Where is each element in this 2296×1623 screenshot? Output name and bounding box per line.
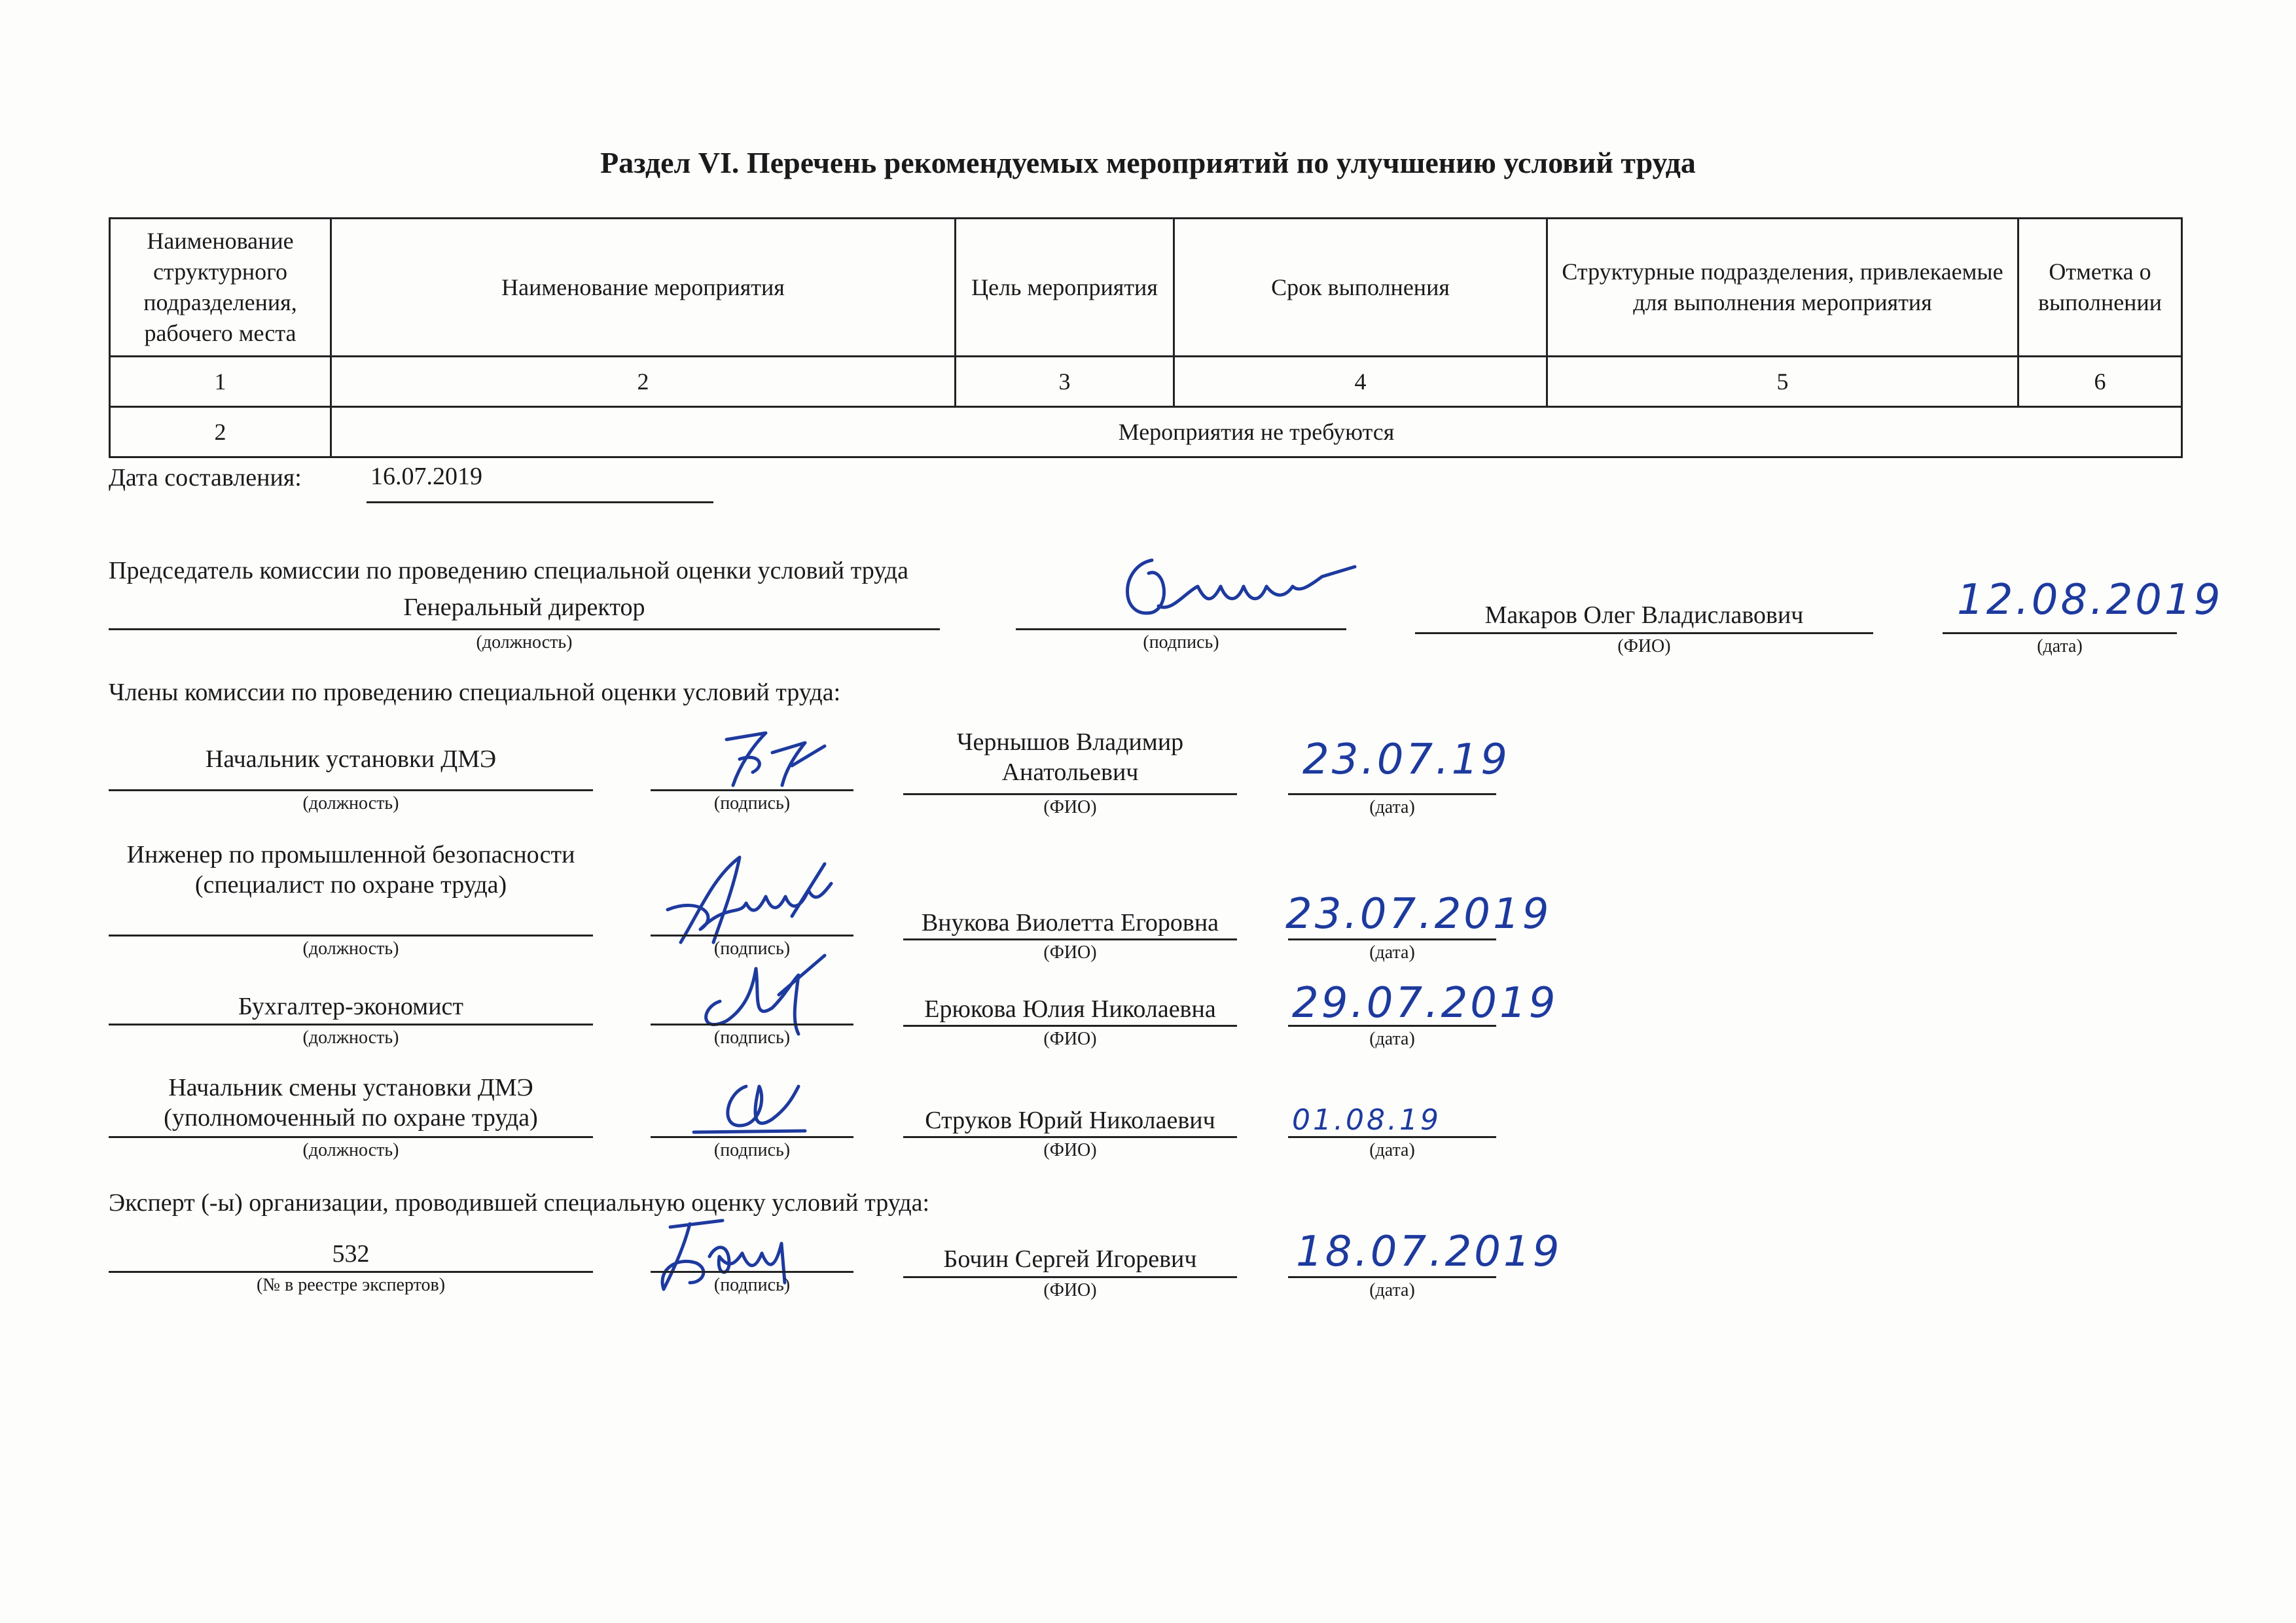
- member-position: Инженер по промышленной безопасности (специалист по охране труда): [126, 841, 575, 899]
- member-signature: [713, 726, 838, 792]
- expert-date-line: [1288, 1276, 1496, 1278]
- caption-fio: (ФИО): [1043, 942, 1097, 963]
- page-title: Раздел VI. Перечень рекомендуемых мероприятий по улучшению условий труда: [600, 146, 1696, 179]
- member-signature-line: [651, 1024, 853, 1026]
- caption-date: (дата): [1369, 1140, 1415, 1160]
- compiled-date-line: [367, 501, 713, 503]
- header-cell: Структурные подразделения, привлекаемые для выполнения мероприятия: [1547, 219, 2018, 357]
- member-position: Начальник смены установки ДМЭ (уполномоченный по охране труда): [164, 1074, 538, 1132]
- column-number-row: [110, 357, 2182, 407]
- member-date: 29.07.2019: [1292, 979, 1558, 1027]
- compiled-date: 16.07.2019: [370, 463, 482, 490]
- member-name: Внукова Виолетта Егоровна: [921, 909, 1219, 936]
- caption-signature: (подпись): [713, 1140, 791, 1160]
- header-cell: Цель мероприятия: [956, 219, 1174, 357]
- member-date: 23.07.2019: [1285, 890, 1552, 938]
- member-name-line: [903, 938, 1237, 940]
- member-name: Чернышов Владимир Анатольевич: [956, 728, 1184, 786]
- member-position: Начальник установки ДМЭ: [205, 745, 497, 773]
- member-date-line: [1288, 1136, 1496, 1138]
- caption-position: (должность): [302, 1027, 399, 1048]
- table-header-row: [110, 219, 2182, 357]
- expert-heading: Эксперт (-ы) организации, проводившей специальную оценку условий труда:: [109, 1189, 930, 1217]
- header-cell: Наименование мероприятия: [331, 219, 956, 357]
- caption-fio: (ФИО): [1617, 636, 1671, 656]
- caption-date: (дата): [1369, 797, 1415, 817]
- caption-signature: (подпись): [713, 1275, 791, 1295]
- member-date-line: [1288, 1025, 1496, 1027]
- expert-name: Бочин Сергей Игоревич: [943, 1245, 1197, 1273]
- chairman-signature-line: [1016, 628, 1346, 630]
- chairman-position: Генеральный директор: [403, 594, 645, 621]
- chairman-name-line: [1415, 632, 1873, 634]
- member-signature: [694, 949, 838, 1041]
- caption-position: (должность): [302, 1140, 399, 1160]
- row-text: Мероприятия не требуются: [331, 407, 2182, 457]
- member-date: 23.07.19: [1302, 736, 1510, 784]
- caption-fio: (ФИО): [1043, 1280, 1097, 1300]
- expert-registry-line: [109, 1271, 593, 1273]
- caption-fio: (ФИО): [1043, 1029, 1097, 1049]
- caption-fio: (ФИО): [1043, 797, 1097, 817]
- column-number: 1: [110, 357, 331, 407]
- row-number: 2: [110, 407, 331, 457]
- member-signature: [687, 1073, 818, 1139]
- chairman-date-line: [1943, 632, 2177, 634]
- chairman-date: 12.08.2019: [1957, 576, 2223, 624]
- member-name: Ерюкова Юлия Николаевна: [924, 995, 1216, 1023]
- chairman-name: Макаров Олег Владиславович: [1484, 601, 1804, 629]
- expert-signature-line: [651, 1271, 853, 1273]
- member-position-line: [109, 1136, 593, 1138]
- column-number: 4: [1174, 357, 1547, 407]
- caption-position: (должность): [476, 632, 573, 652]
- header-cell: Отметка о выполнении: [2018, 219, 2182, 357]
- expert-date: 18.07.2019: [1296, 1228, 1562, 1276]
- expert-name-line: [903, 1276, 1237, 1278]
- chairman-heading: Председатель комиссии по проведению специальной оценки условий труда: [109, 557, 908, 584]
- member-position-line: [109, 1024, 593, 1026]
- caption-date: (дата): [1369, 1280, 1415, 1300]
- column-number: 5: [1547, 357, 2018, 407]
- member-date-line: [1288, 938, 1496, 940]
- caption-position: (должность): [302, 793, 399, 813]
- caption-fio: (ФИО): [1043, 1140, 1097, 1160]
- member-signature-line: [651, 789, 853, 791]
- caption-signature: (подпись): [713, 793, 791, 813]
- members-heading: Члены комиссии по проведению специальной оценки условий труда:: [109, 679, 841, 706]
- member-date-line: [1288, 793, 1496, 795]
- header-cell: Срок выполнения: [1174, 219, 1547, 357]
- caption-signature: (подпись): [1143, 632, 1219, 652]
- caption-signature: (подпись): [713, 938, 791, 959]
- member-name-line: [903, 793, 1237, 795]
- column-number: 6: [2018, 357, 2182, 407]
- member-position: Бухгалтер-экономист: [238, 993, 464, 1020]
- column-number: 2: [331, 357, 956, 407]
- member-name-line: [903, 1025, 1237, 1027]
- caption-date: (дата): [1369, 942, 1415, 963]
- chairman-signature: [1113, 547, 1361, 632]
- expert-registry-number: 532: [332, 1240, 370, 1268]
- caption-registry: (№ в реестре экспертов): [256, 1275, 446, 1295]
- member-name: Струков Юрий Николаевич: [925, 1107, 1215, 1134]
- member-signature-line: [651, 1136, 853, 1138]
- table-row: [110, 407, 2182, 457]
- chairman-position-line: [109, 628, 940, 630]
- member-date: 01.08.19: [1292, 1103, 1441, 1137]
- header-cell: Наименование структурного подразделения, рабочего места: [110, 219, 331, 357]
- member-signature-line: [651, 935, 853, 936]
- measures-table: [109, 217, 2183, 458]
- caption-date: (дата): [1369, 1029, 1415, 1049]
- member-position-line: [109, 935, 593, 936]
- caption-signature: (подпись): [713, 1027, 791, 1048]
- column-number: 3: [956, 357, 1174, 407]
- compiled-label: Дата составления:: [109, 464, 302, 491]
- member-position-line: [109, 789, 593, 791]
- caption-date: (дата): [2037, 636, 2083, 656]
- member-name-line: [903, 1136, 1237, 1138]
- caption-position: (должность): [302, 938, 399, 959]
